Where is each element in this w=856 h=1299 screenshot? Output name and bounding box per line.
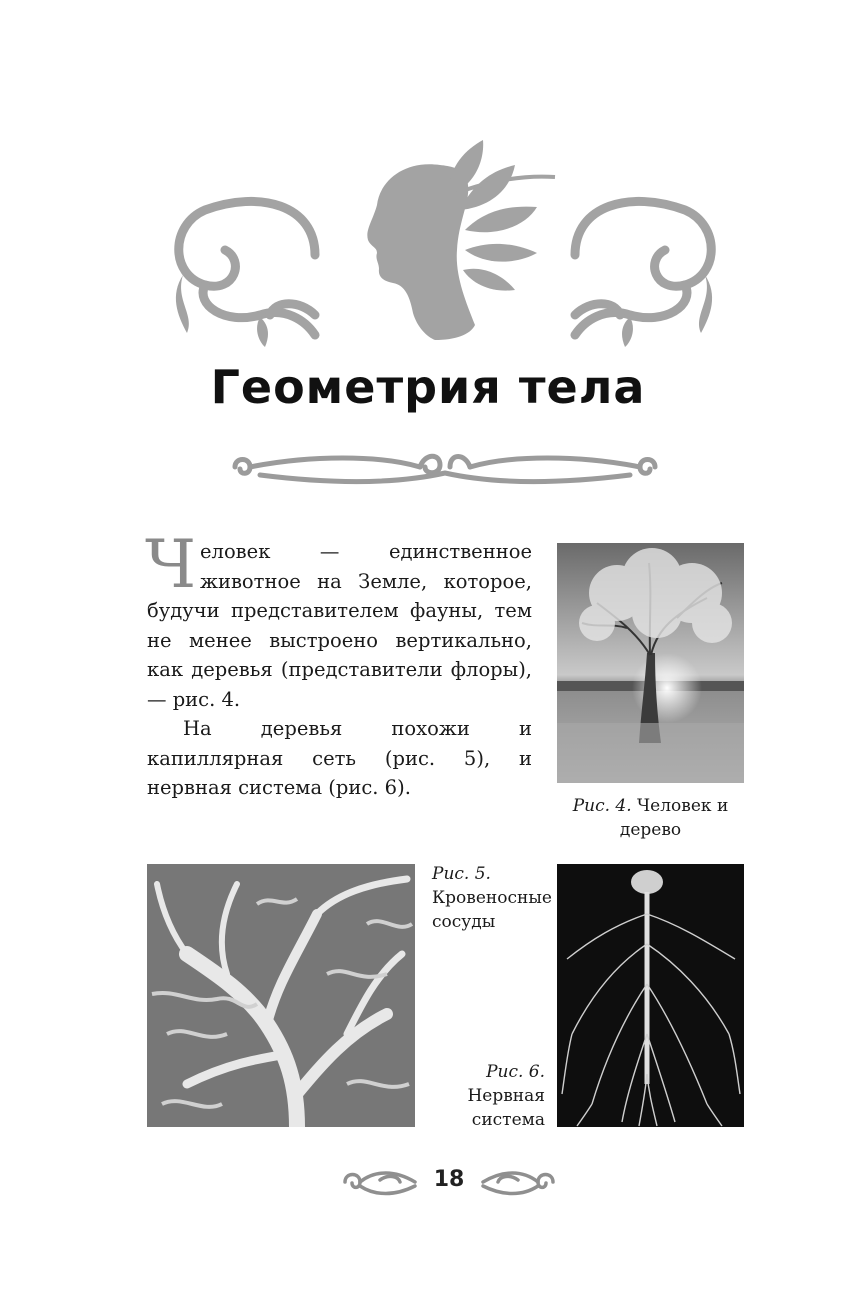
footer-ornament-left: [340, 1162, 418, 1202]
figure-5-label: Рис. 5.: [432, 864, 491, 884]
figure-5-image: [147, 864, 415, 1127]
drop-cap: Ч: [145, 526, 197, 603]
paragraph-1-text: еловек — единственное животное на Земле, которое, будучи представителем фауны, тем не менее выстроено вертикально, как деревья (представители флоры), — рис. 4.: [147, 540, 532, 711]
figure-6-caption-text: Нервная система: [467, 1086, 545, 1130]
figure-5-caption-text: Кровеносные сосуды: [432, 888, 552, 932]
figure-5-caption: [432, 862, 552, 934]
figure-4-caption-text: Человек и дерево: [619, 796, 729, 840]
body-text: [145, 526, 532, 803]
page-title: Геометрия тела: [210, 360, 646, 414]
paragraph-2: На деревья похожи и капиллярная сеть (рис. 5), и нервная система (рис. 6).: [147, 717, 532, 799]
paragraph-1: [145, 526, 532, 714]
footer-ornament-right: [480, 1162, 558, 1202]
figure-4-caption: [557, 794, 744, 842]
header-ornament: [165, 135, 725, 350]
figure-6-image: [557, 864, 744, 1127]
page-number: 18: [433, 1167, 465, 1192]
figure-6-caption: [430, 1060, 545, 1132]
figure-4-image: [557, 543, 744, 783]
figure-4-label: Рис. 4.: [572, 796, 632, 816]
figure-6-label: Рис. 6.: [486, 1062, 545, 1082]
title-divider-ornament: [220, 445, 670, 489]
